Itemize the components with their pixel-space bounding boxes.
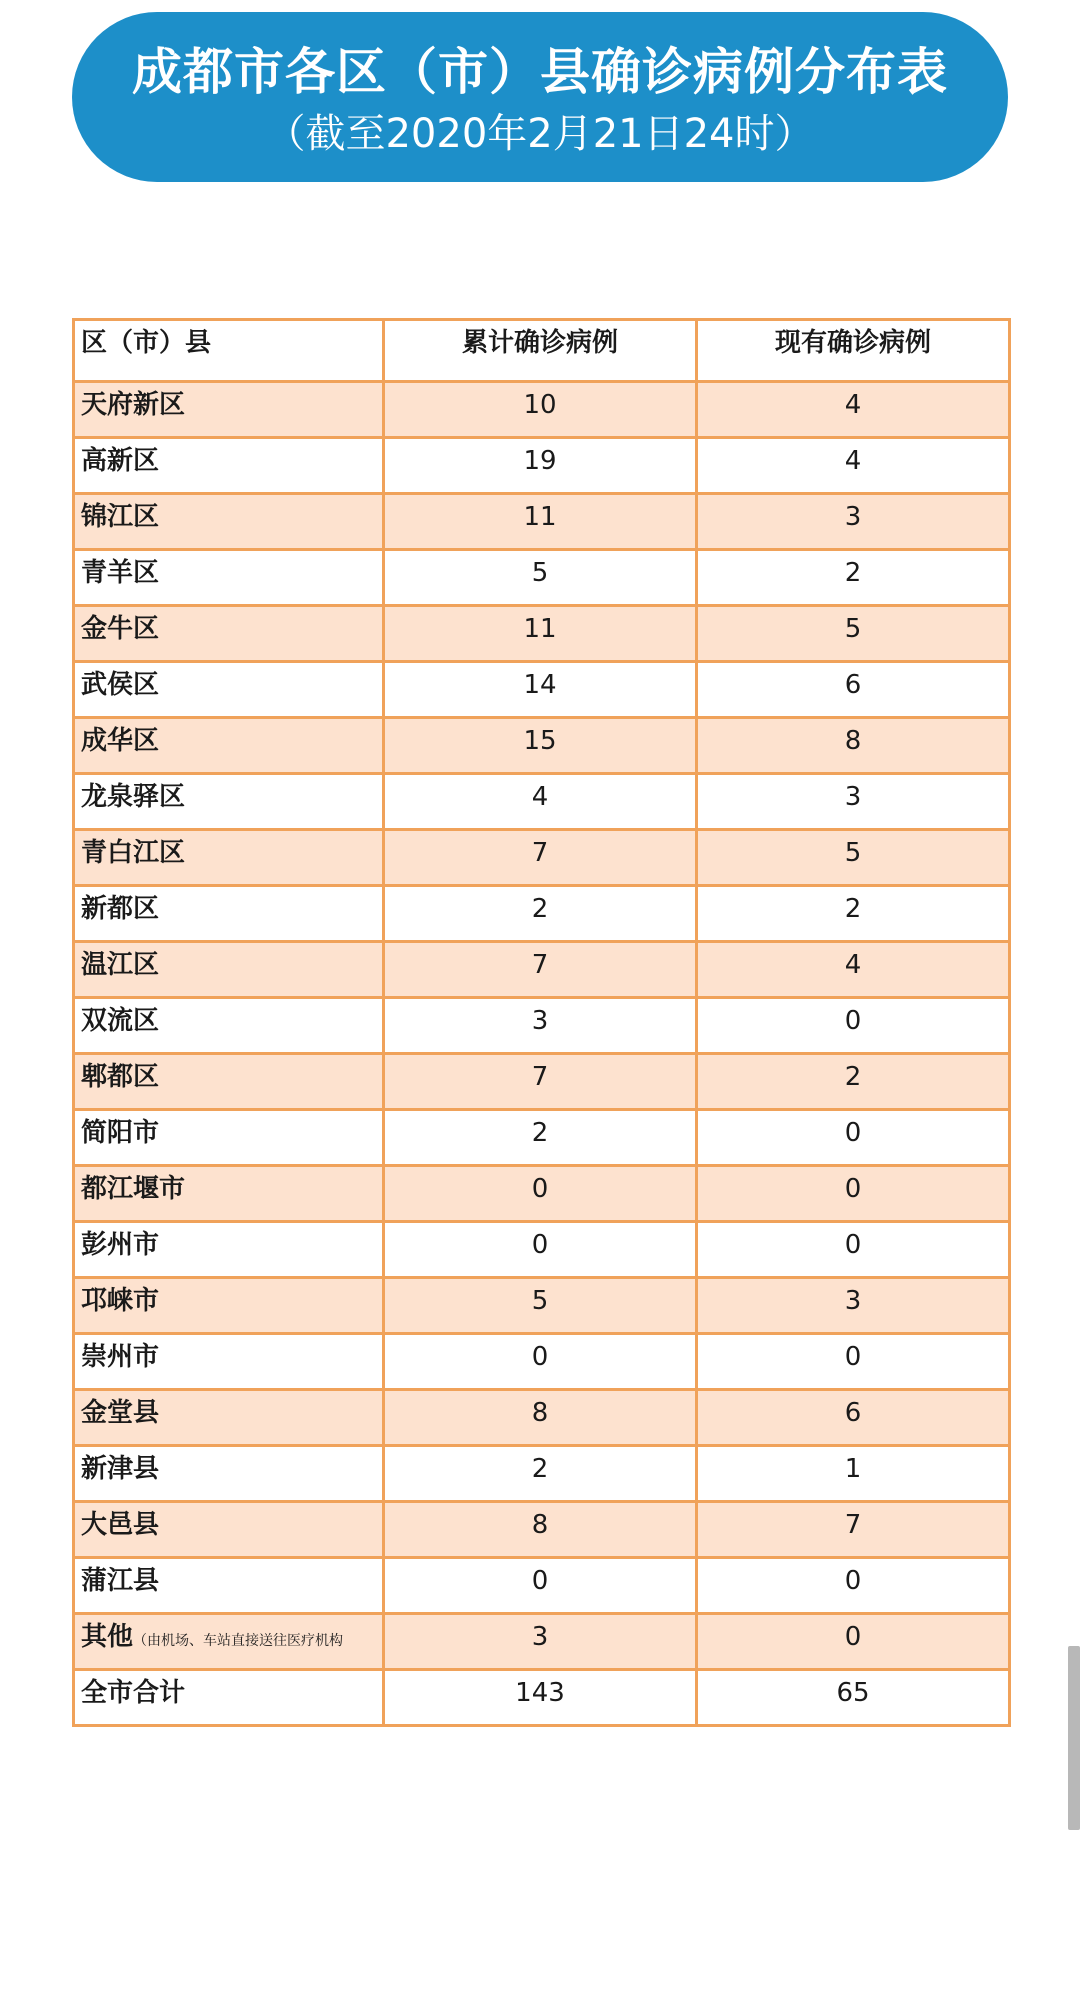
current-cases: 0 <box>697 1614 1010 1670</box>
table-row <box>74 1446 1010 1502</box>
current-cases: 6 <box>697 1390 1010 1446</box>
table-row <box>74 606 1010 662</box>
current-cases: 2 <box>697 886 1010 942</box>
district-name: 蒲江县 <box>74 1558 384 1614</box>
current-cases: 2 <box>697 1054 1010 1110</box>
district-name-other <box>74 1614 384 1670</box>
district-name: 大邑县 <box>74 1502 384 1558</box>
district-name: 新都区 <box>74 886 384 942</box>
cumulative-cases: 0 <box>384 1334 697 1390</box>
table-total-row <box>74 1670 1010 1726</box>
table-row <box>74 1334 1010 1390</box>
cumulative-cases: 14 <box>384 662 697 718</box>
table-row <box>74 1390 1010 1446</box>
current-cases: 8 <box>697 718 1010 774</box>
cumulative-cases: 2 <box>384 1110 697 1166</box>
table-row <box>74 1166 1010 1222</box>
district-name: 邛崃市 <box>74 1278 384 1334</box>
district-name: 简阳市 <box>74 1110 384 1166</box>
district-name: 天府新区 <box>74 382 384 438</box>
district-name: 成华区 <box>74 718 384 774</box>
table-header-row <box>74 320 1010 382</box>
current-cases: 5 <box>697 830 1010 886</box>
cumulative-cases: 2 <box>384 1446 697 1502</box>
table-row <box>74 662 1010 718</box>
table-row <box>74 1054 1010 1110</box>
district-name: 金堂县 <box>74 1390 384 1446</box>
current-cases: 0 <box>697 1558 1010 1614</box>
cumulative-cases: 0 <box>384 1222 697 1278</box>
cumulative-cases: 10 <box>384 382 697 438</box>
current-cases: 4 <box>697 438 1010 494</box>
district-name: 高新区 <box>74 438 384 494</box>
table-row <box>74 774 1010 830</box>
cumulative-cases: 2 <box>384 886 697 942</box>
page-title: 成都市各区（市）县确诊病例分布表 <box>132 43 948 101</box>
district-name: 武侯区 <box>74 662 384 718</box>
table-row <box>74 830 1010 886</box>
cumulative-cases: 0 <box>384 1558 697 1614</box>
cumulative-cases: 7 <box>384 942 697 998</box>
table-row <box>74 382 1010 438</box>
data-table <box>72 318 1011 1727</box>
current-cases: 6 <box>697 662 1010 718</box>
current-cases: 0 <box>697 1166 1010 1222</box>
page-subtitle: （截至2020年2月21日24时） <box>265 111 815 157</box>
cumulative-cases: 0 <box>384 1166 697 1222</box>
table-row <box>74 1110 1010 1166</box>
current-cases: 0 <box>697 1334 1010 1390</box>
table-row <box>74 1558 1010 1614</box>
district-name: 彭州市 <box>74 1222 384 1278</box>
district-name: 温江区 <box>74 942 384 998</box>
table-row <box>74 494 1010 550</box>
title-banner <box>72 12 1008 182</box>
case-distribution-table <box>72 318 1008 1727</box>
table-row <box>74 998 1010 1054</box>
cumulative-cases: 4 <box>384 774 697 830</box>
cumulative-cases: 5 <box>384 550 697 606</box>
district-name: 其他 <box>81 1622 134 1652</box>
district-name: 都江堰市 <box>74 1166 384 1222</box>
table-row <box>74 438 1010 494</box>
total-current: 65 <box>697 1670 1010 1726</box>
header-district: 区（市）县 <box>74 320 384 382</box>
total-cumulative: 143 <box>384 1670 697 1726</box>
cumulative-cases: 8 <box>384 1390 697 1446</box>
table-row <box>74 1278 1010 1334</box>
table-row <box>74 942 1010 998</box>
current-cases: 0 <box>697 998 1010 1054</box>
header-current: 现有确诊病例 <box>697 320 1010 382</box>
current-cases: 4 <box>697 942 1010 998</box>
table-row <box>74 1614 1010 1670</box>
district-note: （由机场、车站直接送往医疗机构 <box>133 1633 344 1649</box>
current-cases: 3 <box>697 1278 1010 1334</box>
cumulative-cases: 7 <box>384 830 697 886</box>
current-cases: 0 <box>697 1110 1010 1166</box>
cumulative-cases: 11 <box>384 606 697 662</box>
current-cases: 3 <box>697 774 1010 830</box>
cumulative-cases: 3 <box>384 998 697 1054</box>
cumulative-cases: 5 <box>384 1278 697 1334</box>
total-label: 全市合计 <box>74 1670 384 1726</box>
table-row <box>74 1502 1010 1558</box>
table-row <box>74 886 1010 942</box>
cumulative-cases: 19 <box>384 438 697 494</box>
district-name: 锦江区 <box>74 494 384 550</box>
current-cases: 3 <box>697 494 1010 550</box>
cumulative-cases: 8 <box>384 1502 697 1558</box>
district-name: 崇州市 <box>74 1334 384 1390</box>
district-name: 郫都区 <box>74 1054 384 1110</box>
current-cases: 7 <box>697 1502 1010 1558</box>
cumulative-cases: 7 <box>384 1054 697 1110</box>
current-cases: 1 <box>697 1446 1010 1502</box>
current-cases: 0 <box>697 1222 1010 1278</box>
cumulative-cases: 15 <box>384 718 697 774</box>
table-row <box>74 1222 1010 1278</box>
current-cases: 4 <box>697 382 1010 438</box>
district-name: 青羊区 <box>74 550 384 606</box>
district-name: 青白江区 <box>74 830 384 886</box>
table-row <box>74 550 1010 606</box>
scrollbar-thumb[interactable] <box>1068 1646 1080 1830</box>
cumulative-cases: 3 <box>384 1614 697 1670</box>
current-cases: 2 <box>697 550 1010 606</box>
cumulative-cases: 11 <box>384 494 697 550</box>
current-cases: 5 <box>697 606 1010 662</box>
table-row <box>74 718 1010 774</box>
district-name: 金牛区 <box>74 606 384 662</box>
district-name: 双流区 <box>74 998 384 1054</box>
district-name: 龙泉驿区 <box>74 774 384 830</box>
header-cumulative: 累计确诊病例 <box>384 320 697 382</box>
district-name: 新津县 <box>74 1446 384 1502</box>
